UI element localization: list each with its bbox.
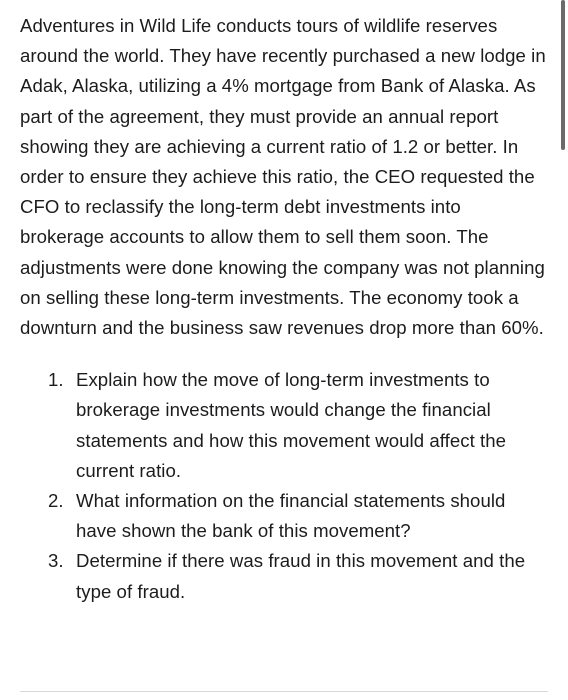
- question-number: 2.: [48, 490, 64, 512]
- document-content: [20, 11, 550, 607]
- scenario-paragraph: Adventures in Wild Life conducts tours of wildlife reserves around the world. They have recently purchased a new lodge in Adak, Alaska, utilizing a 4% mortgage from Bank of Alaska. As part of the agreement, they must provide an annual report showing they are achieving a current ratio of 1.2 or better. In order to ensure they achieve this ratio, the CEO requested the CFO to reclassify the long-term debt investments into brokerage accounts to allow them to sell them soon. The adjustments were done knowing the company was not planning on selling these long-term investments. The economy took a downturn and the business saw revenues drop more than 60%.: [20, 15, 546, 339]
- question-text: What information on the financial statements should have shown the bank of this movement?: [76, 490, 506, 542]
- question-item-2: [20, 486, 550, 546]
- question-number: 1.: [48, 369, 64, 391]
- question-list: [20, 365, 550, 607]
- bottom-divider: [20, 691, 548, 692]
- question-text: Determine if there was fraud in this movement and the type of fraud.: [76, 550, 526, 602]
- question-item-1: [20, 365, 550, 486]
- question-item-3: [20, 546, 550, 606]
- vertical-scrollbar[interactable]: [561, 0, 565, 150]
- question-text: Explain how the move of long-term investments to brokerage investments would change the financial statements and how this movement would affect the current ratio.: [76, 369, 506, 481]
- question-number: 3.: [48, 550, 64, 572]
